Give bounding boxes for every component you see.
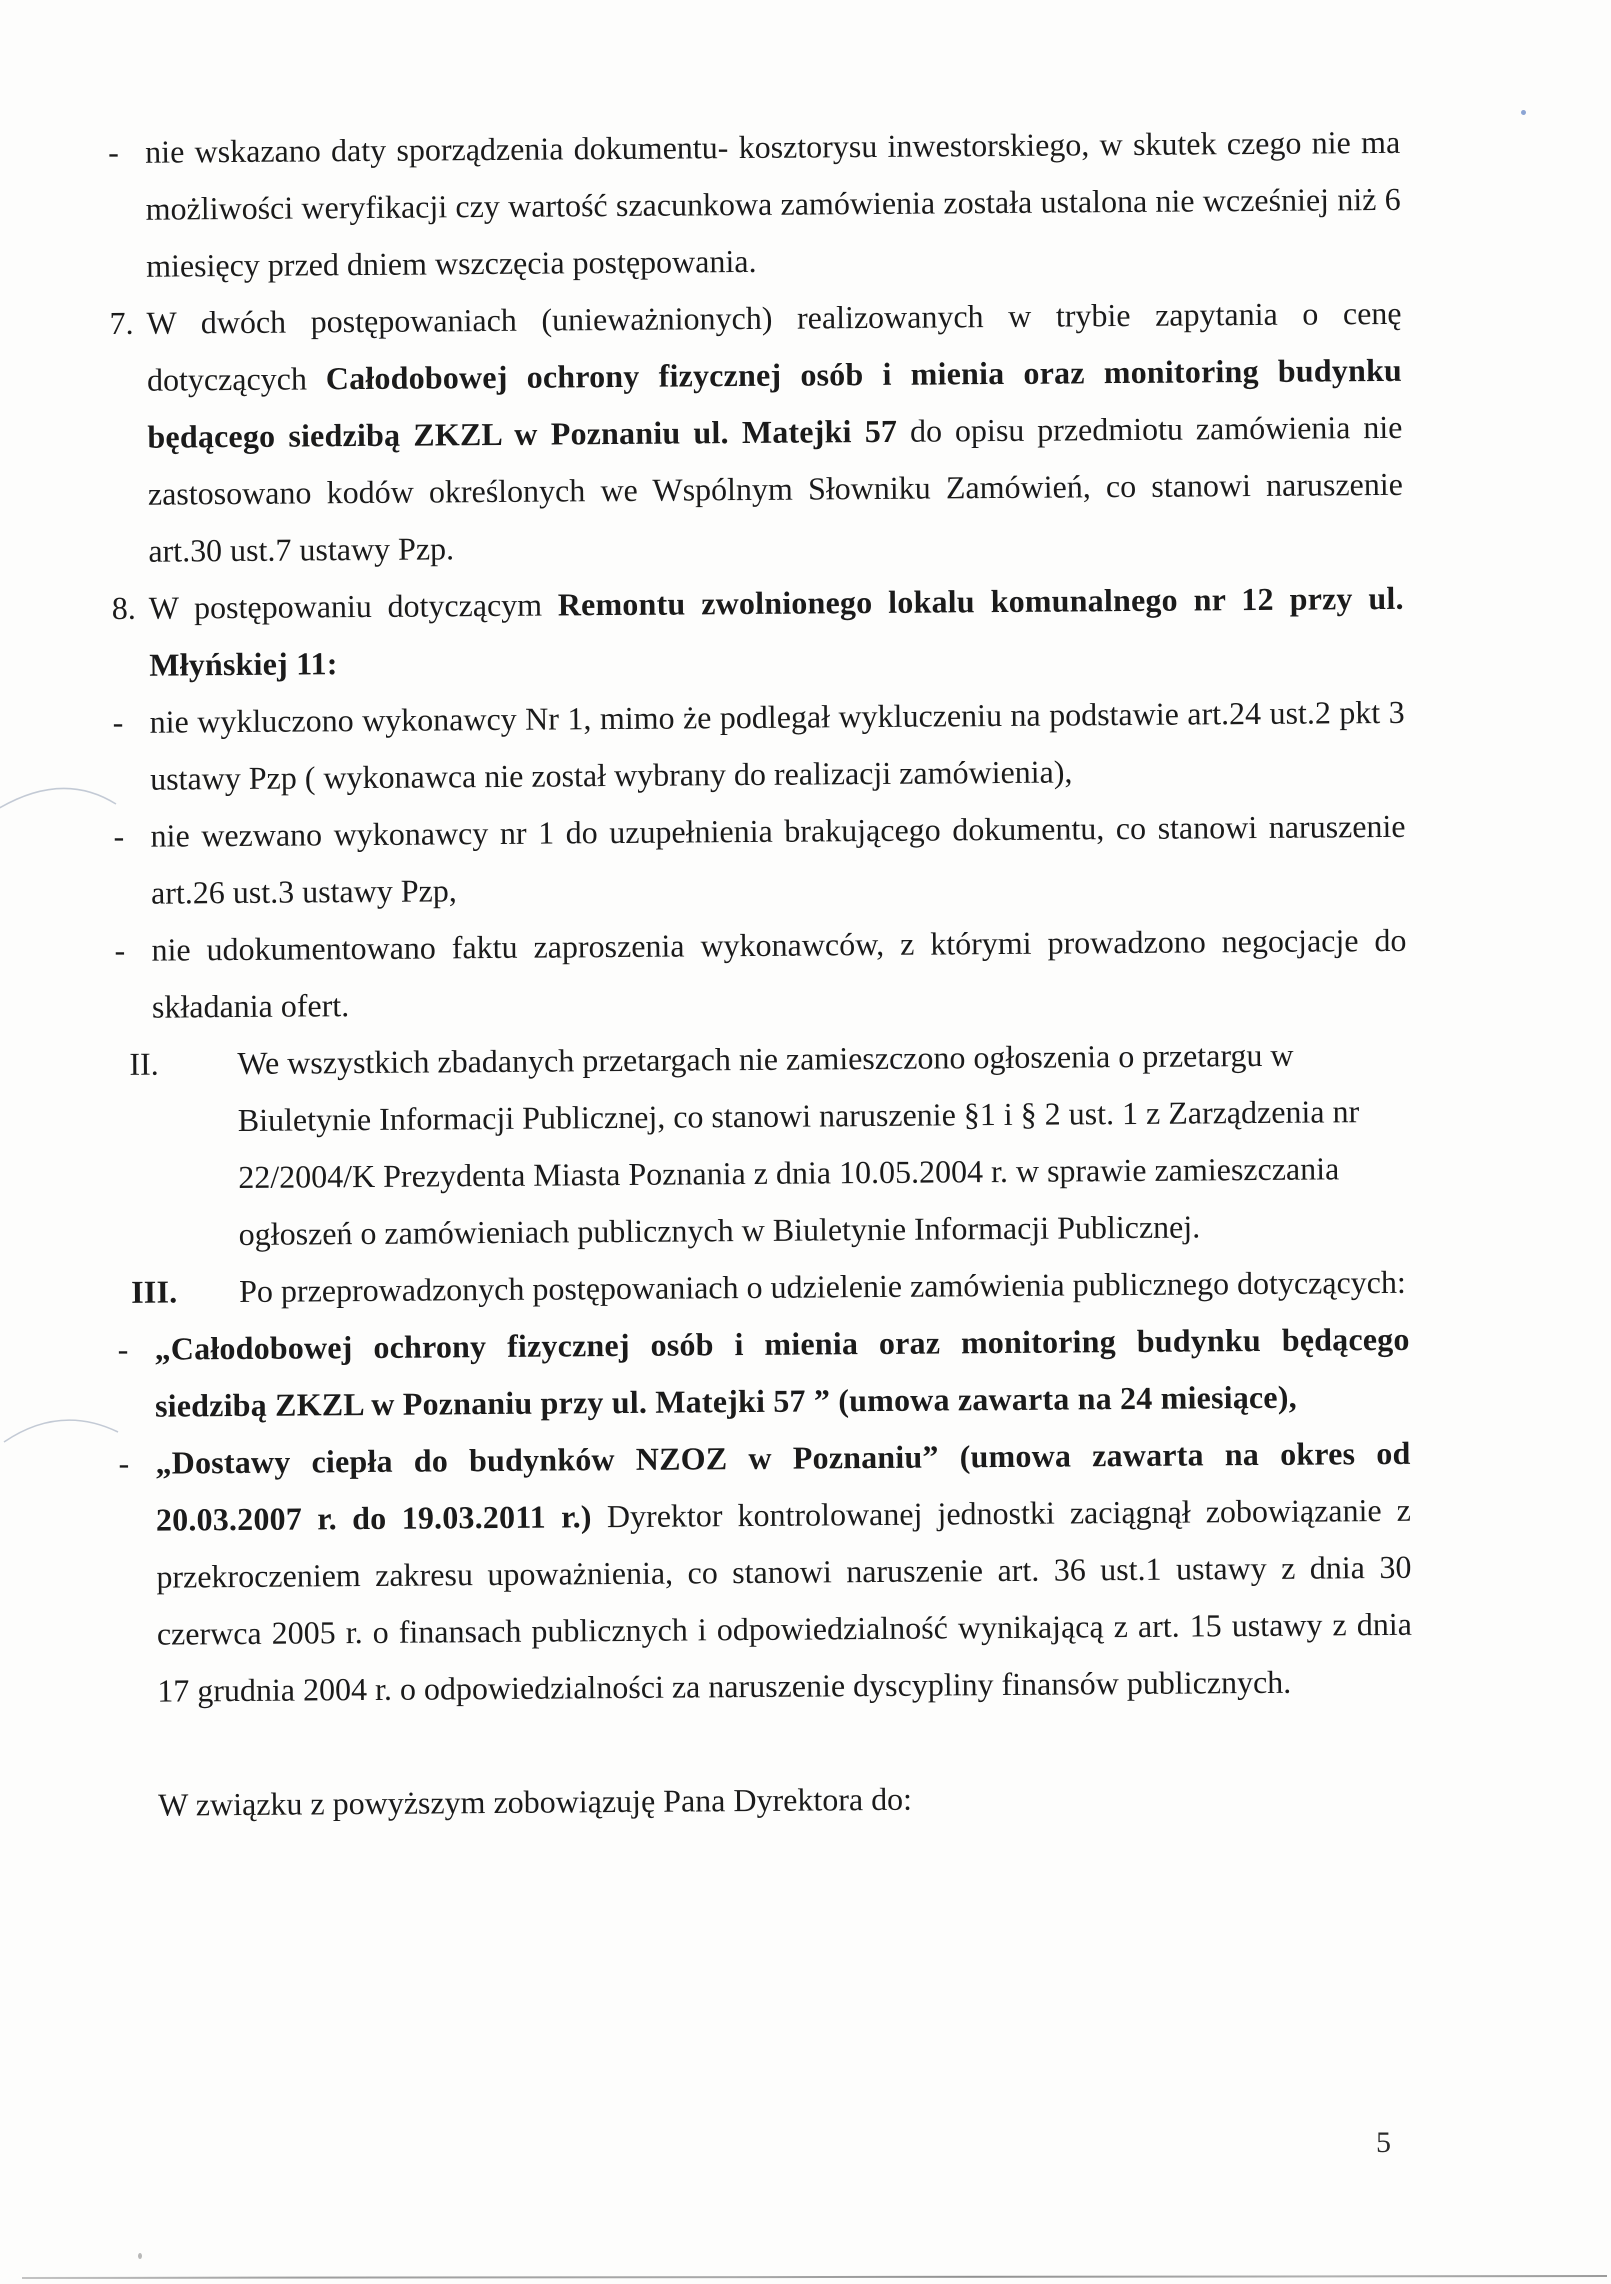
paragraph-text — [239, 1254, 1409, 1320]
scan-speck-blue — [1521, 110, 1526, 115]
paragraph-text — [146, 285, 1403, 580]
paragraph — [112, 570, 1405, 694]
text-segment: W postępowaniu dotyczącym — [148, 586, 558, 626]
paragraph — [121, 1767, 1413, 1834]
paragraph — [118, 1425, 1412, 1720]
paragraph — [117, 1254, 1409, 1321]
paragraph — [115, 1026, 1409, 1264]
paragraph — [113, 798, 1406, 922]
text-segment: nie udokumentowano faktu zaproszenia wykonawców, z którymi prowadzono negocjacje do składania ofert. — [151, 921, 1407, 1025]
list-marker: - — [114, 931, 126, 968]
text-segment: nie wykluczono wykonawcy Nr 1, mimo że podlegał wykluczeniu na podstawie art.24 ust.2 pkt 3 ustawy Pzp ( wykonawca nie został wybrany do realizacji zamówienia), — [149, 693, 1405, 797]
paragraph-text — [237, 1026, 1409, 1263]
text-segment: W związku z powyższym zobowiązuję Pana Dyrektora do: — [158, 1780, 913, 1823]
paragraph — [117, 1311, 1410, 1435]
list-marker: - — [112, 703, 124, 740]
paragraph — [112, 684, 1405, 808]
list-marker: 7. — [109, 304, 134, 341]
list-marker: - — [113, 817, 125, 854]
paragraph-text — [145, 114, 1401, 295]
list-marker: III. — [131, 1273, 178, 1310]
paragraph-text — [150, 798, 1406, 922]
text-segment-bold: Remontu zwolnionego lokalu komunalnego nr 12 przy ul. Młyńskiej 11: — [149, 579, 1404, 683]
document-text-block — [108, 114, 1413, 1834]
page-number: 5 — [1376, 2126, 1391, 2159]
paragraph-text — [158, 1767, 1413, 1834]
list-marker: - — [117, 1330, 129, 1367]
text-segment: W dwóch postępowaniach (unieważnionych) realizowanych w trybie zapytania o cenę dotyczących — [146, 294, 1402, 398]
list-marker: - — [118, 1444, 130, 1481]
paragraph — [109, 285, 1403, 580]
paragraph — [114, 912, 1407, 1036]
list-marker: 8. — [111, 589, 136, 626]
paragraph-text — [155, 1425, 1412, 1720]
paragraph-text — [151, 912, 1407, 1036]
text-segment-bold: „Całodobowej ochrony fizycznej osób i mienia oraz monitoring budynku będącego siedzibą ZKZL w Poznaniu przy ul. Matejki 57 ” (umowa zawarta na 24 miesiące), — [154, 1320, 1410, 1424]
text-segment-bold: Całodobowej ochrony fizycznej osób i mienia oraz monitoring budynku będącego siedzibą ZKZL w Poznaniu ul. Matejki 57 — [147, 351, 1403, 455]
text-segment: We wszystkich zbadanych przetargach nie zamieszczono ogłoszenia o przetargu w Biuletynie Informacji Publicznej, co stanowi naruszenie §1 i § 2 ust. 1 z Zarządzenia nr 22/2004/K Prezydenta Miasta Poznania z dnia 10.05.2004 r. w sprawie zamieszczania ogłoszeń o zamówieniach publicznych w Biuletynie Informacji Publicznej. — [237, 1036, 1360, 1253]
text-segment: nie wskazano daty sporządzenia dokumentu- kosztorysu inwestorskiego, w skutek czego nie ma możliwości weryfikacji czy wartość szacunkowa zamówienia została ustalona nie wcześniej niż 6 miesięcy przed dniem wszczęcia postępowania. — [145, 123, 1401, 284]
scan-speck-gray — [138, 2253, 142, 2259]
text-segment: Dyrektor kontrolowanej jednostki zaciągnął zobowiązanie z przekroczeniem zakresu upoważnienia, co stanowi naruszenie art. 36 ust.1 ustawy z dnia 30 czerwca 2005 r. o finansach publicznych i odpowiedzialność wynikającą z art. 15 ustawy z dnia 17 grudnia 2004 r. o odpowiedzialności za naruszenie dyscypliny finansów publicznych. — [156, 1491, 1412, 1709]
scan-arc-artifact-bottom — [0, 1408, 130, 1448]
paragraph-text — [149, 684, 1405, 808]
paragraph-text — [154, 1311, 1410, 1435]
paragraph — [108, 114, 1401, 295]
text-segment-bold: „Dostawy ciepła do budynków NZOZ w Poznaniu” (umowa zawarta na okres od 20.03.2007 r. do 19.03.2011 r.) — [155, 1434, 1411, 1538]
scan-arc-artifact-top — [0, 778, 124, 818]
text-segment: nie wezwano wykonawcy nr 1 do uzupełnienia brakującego dokumentu, co stanowi naruszenie art.26 ust.3 ustawy Pzp, — [150, 807, 1406, 911]
list-marker: - — [108, 133, 120, 170]
text-segment: do opisu przedmiotu zamówienia nie zastosowano kodów określonych we Wspólnym Słowniku Zamówień, co stanowi naruszenie art.30 ust.7 ustawy Pzp. — [147, 408, 1404, 569]
list-marker: II. — [129, 1045, 159, 1082]
list-marker — [121, 1777, 158, 1834]
paragraph-text — [149, 570, 1405, 694]
scan-edge-line — [22, 2275, 1607, 2279]
text-segment: Po przeprowadzonych postępowaniach o udzielenie zamówienia publicznego dotyczących: — [239, 1263, 1406, 1310]
